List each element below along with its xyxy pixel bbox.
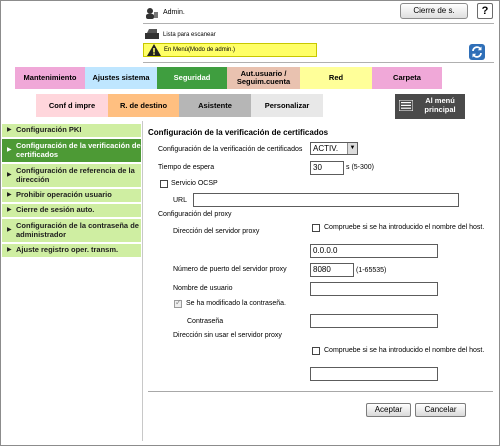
sidebar-item-label: Configuración PKI (16, 125, 82, 135)
proxy-section-label: Configuración del proxy (158, 211, 232, 218)
url-input[interactable] (193, 193, 459, 207)
proxy-port-input[interactable]: 8080 (310, 263, 354, 277)
logout-button[interactable]: Cierre de s. (400, 3, 468, 19)
sidebar-item-label: Ajuste registro oper. transm. (16, 245, 119, 255)
sidebar-item-label: Configuración de la verificación de certificados (16, 140, 141, 159)
tab-mantenimiento[interactable]: Mantenimiento (15, 67, 85, 89)
chevron-down-icon[interactable]: ▼ (347, 143, 357, 154)
password-changed-label: Se ha modificado la contraseña. (186, 300, 287, 307)
user-label: Nombre de usuario (173, 285, 233, 292)
sidebar-item-auto-logout[interactable] (2, 204, 141, 218)
check-host-label: Compruebe si se ha introducido el nombre del host. (324, 224, 485, 231)
timeout-input[interactable]: 30 (310, 161, 344, 175)
arrow-icon: ▶ (7, 227, 12, 234)
tab-carpeta[interactable]: Carpeta (372, 67, 442, 89)
sidebar-item-label: Prohibir operación usuario (16, 190, 112, 200)
arrow-icon: ▶ (7, 147, 12, 154)
refresh-icon (469, 44, 485, 60)
proxy-port-label: Número de puerto del servidor proxy (173, 266, 287, 273)
admin-mode-label: En Menú(Modo de admin.) (164, 47, 236, 53)
form-divider (148, 391, 493, 392)
tab-ajustes-sistema[interactable]: Ajustes sistema (85, 67, 157, 89)
tab-asistente[interactable]: Asistente (179, 94, 251, 117)
proxy-port-range: (1-65535) (356, 267, 387, 274)
tab-r-de-destino[interactable]: R. de destino (108, 94, 179, 117)
sidebar-item-label: Configuración de la contraseña de administrador (16, 220, 139, 239)
sidebar-item-prohibit-operation[interactable] (2, 189, 141, 203)
sidebar-item-cert-verification[interactable] (2, 139, 141, 163)
no-proxy-label: Dirección sin usar el servidor proxy (173, 332, 282, 339)
ocsp-label: Servicio OCSP (171, 180, 218, 187)
arrow-icon: ▶ (7, 247, 12, 254)
header-divider-2 (143, 62, 494, 63)
verify-select[interactable]: ACTIV. (310, 142, 358, 155)
tab-conf-impre[interactable]: Conf d impre (36, 94, 108, 117)
help-button[interactable]: ? (477, 3, 493, 19)
main-menu-label: Al menú principal (424, 96, 456, 114)
sidebar-item-pki[interactable] (2, 124, 141, 138)
arrow-icon: ▶ (7, 172, 12, 179)
sidebar-item-label: Cierre de sesión auto. (16, 205, 95, 215)
warning-icon (147, 44, 161, 56)
check-host-label-2: Compruebe si se ha introducido el nombre del host. (324, 347, 485, 354)
admin-label: Admin. (163, 9, 185, 16)
ok-button[interactable]: Aceptar (366, 403, 411, 417)
password-label: Contraseña (187, 318, 224, 325)
no-proxy-input[interactable] (310, 367, 438, 381)
sidebar-item-label: Configuración de referencia de la dirección (16, 165, 135, 184)
password-input[interactable] (310, 314, 438, 328)
refresh-button[interactable] (469, 44, 485, 60)
check-host-checkbox-2[interactable] (312, 347, 320, 355)
scan-list-label: Lista para escanear (163, 32, 216, 38)
tab-aut-usuario[interactable]: Aut.usuario / Seguim.cuenta (227, 67, 300, 89)
arrow-icon: ▶ (7, 192, 12, 199)
page-title: Configuración de la verificación de certificados (148, 128, 329, 137)
admin-icon (145, 7, 159, 19)
tab-seguridad[interactable]: Seguridad (157, 67, 227, 89)
proxy-address-label: Dirección del servidor proxy (173, 228, 260, 235)
proxy-address-input[interactable]: 0.0.0.0 (310, 244, 438, 258)
sidebar-item-admin-password[interactable] (2, 219, 141, 243)
verify-label: Configuración de la verificación de certificados (158, 146, 303, 153)
sidebar-divider (142, 121, 143, 441)
tab-personalizar[interactable]: Personalizar (251, 94, 323, 117)
sidebar-item-transmission-log[interactable] (2, 244, 141, 258)
check-host-checkbox[interactable] (312, 224, 320, 232)
sidebar-item-address-reference[interactable] (2, 164, 141, 188)
menu-icon (399, 100, 413, 111)
arrow-icon: ▶ (7, 207, 12, 214)
username-input[interactable] (310, 282, 438, 296)
arrow-icon: ▶ (7, 127, 12, 134)
cancel-button[interactable]: Cancelar (415, 403, 466, 417)
timeout-unit: s (5-300) (346, 164, 375, 171)
timeout-label: Tiempo de espera (158, 164, 215, 171)
header-divider (143, 23, 494, 24)
scanner-icon (145, 29, 159, 40)
ocsp-checkbox[interactable] (160, 180, 168, 188)
url-label: URL (173, 197, 188, 204)
tab-red[interactable]: Red (300, 67, 372, 89)
password-changed-checkbox[interactable] (174, 300, 182, 308)
